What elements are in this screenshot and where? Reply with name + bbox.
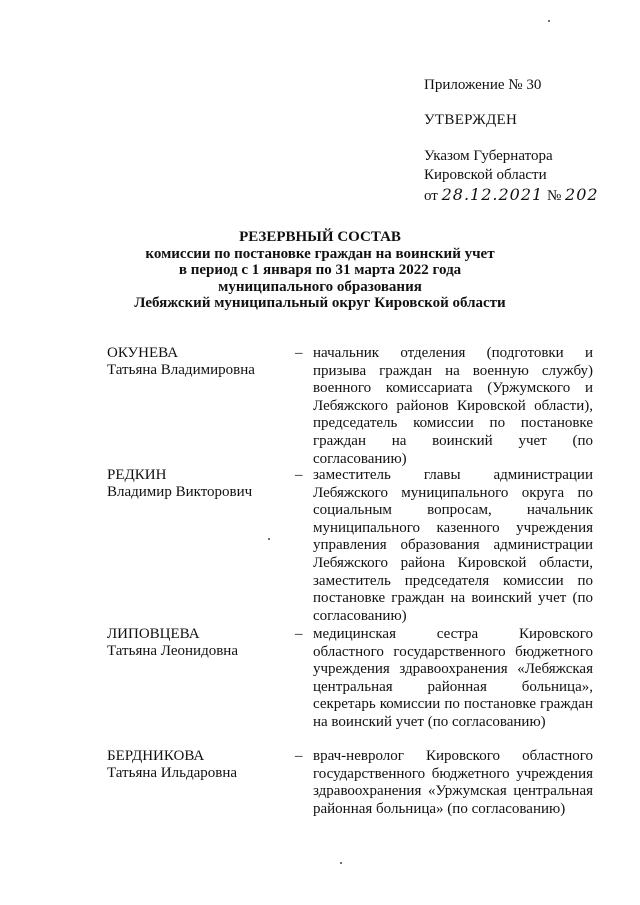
member-description: заместитель главы администрации Лебяжского муниципального округа по социальным вопросам, начальник муниципального казенного учреждения управления образования администрации Лебяжского района Кировской области, заместитель председателя комиссии по постановке граждан на воинский учет (по согласованию)	[313, 467, 593, 624]
member-surname: БЕРДНИКОВА	[107, 748, 205, 764]
decree-prefix: от	[424, 188, 438, 204]
decree-date: 28.12.2021	[441, 185, 544, 204]
decree-line-2: Кировской области	[424, 167, 547, 183]
member-name	[107, 748, 287, 782]
title-line-1: РЕЗЕРВНЫЙ СОСТАВ	[239, 229, 401, 245]
approved-stamp-text: УТВЕРЖДЕН	[424, 112, 518, 128]
appendix-label: Приложение № 30	[424, 77, 542, 93]
member-dash: –	[295, 748, 303, 764]
member-name	[107, 345, 287, 379]
title-line-4: муниципального образования	[218, 278, 422, 295]
member-surname: ЛИПОВЦЕВА	[107, 626, 200, 642]
member-surname: ОКУНЕВА	[107, 345, 179, 361]
member-given-names: Татьяна Леонидовна	[107, 643, 238, 659]
member-name	[107, 467, 287, 501]
scan-speck	[548, 20, 550, 22]
member-surname: РЕДКИН	[107, 467, 167, 483]
member-dash: –	[295, 467, 303, 483]
scan-speck	[268, 538, 270, 540]
decree-block	[424, 147, 599, 206]
member-name	[107, 626, 287, 660]
member-description: медицинская сестра Кировского областного государственного бюджетного учреждения здравоохранения «Лебяжская центральная районная больница», секретарь комиссии по постановке граждан на воинский учет (по согласованию)	[313, 626, 593, 730]
title-line-3: в период с 1 января по 31 марта 2022 года	[178, 262, 462, 278]
member-given-names: Владимир Викторович	[107, 484, 253, 500]
title-line-5: Лебяжский муниципальный округ Кировской области	[134, 295, 506, 311]
decree-number-sign: №	[546, 188, 562, 204]
decree-number: 202	[565, 185, 599, 204]
title-line-2: комиссии по постановке граждан на воинский учет	[145, 245, 495, 262]
member-description: начальник отделения (подготовки и призыва граждан на военную службу) военного комиссариата (Уржумского и Лебяжского районов Кировской области), председатель комиссии по постановке граждан на воинский учет (по согласованию)	[313, 345, 593, 467]
decree-line-1: Указом Губернатора	[424, 148, 553, 164]
document-title	[0, 229, 640, 312]
member-given-names: Татьяна Владимировна	[107, 362, 255, 378]
member-given-names: Татьяна Ильдаровна	[107, 765, 238, 781]
member-dash: –	[295, 345, 303, 361]
decree-line-3	[424, 185, 599, 206]
member-dash: –	[295, 626, 303, 642]
scan-speck	[340, 862, 342, 864]
member-description: врач-невролог Кировского областного государственного бюджетного учреждения здравоохранения «Уржумская центральная районная больница» (по согласованию)	[313, 748, 593, 817]
